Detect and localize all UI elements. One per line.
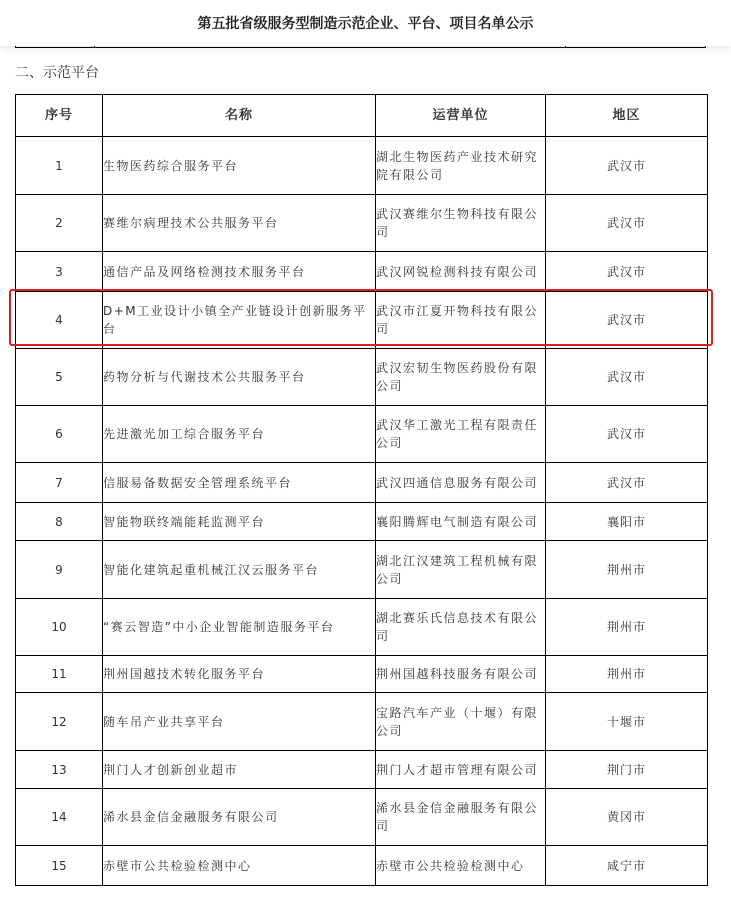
row-name: 荆门人才创新创业超市 bbox=[103, 751, 376, 789]
table-row bbox=[16, 463, 708, 503]
row-name: 浠水县金信金融服务有限公司 bbox=[103, 789, 376, 846]
row-area: 黄冈市 bbox=[546, 789, 708, 846]
row-area: 十堰市 bbox=[546, 693, 708, 751]
row-no: 7 bbox=[16, 463, 103, 503]
row-area: 荆州市 bbox=[546, 599, 708, 656]
row-area: 武汉市 bbox=[546, 349, 708, 406]
col-header-operator: 运营单位 bbox=[376, 95, 546, 137]
row-operator: 荆州国越科技服务有限公司 bbox=[376, 656, 546, 693]
row-name: 药物分析与代谢技术公共服务平台 bbox=[103, 349, 376, 406]
row-name: 通信产品及网络检测技术服务平台 bbox=[103, 252, 376, 292]
row-name: “赛云智造”中小企业智能制造服务平台 bbox=[103, 599, 376, 656]
row-name: 智能物联终端能耗监测平台 bbox=[103, 503, 376, 541]
table-header-row bbox=[16, 95, 708, 137]
row-operator: 湖北赛乐氏信息技术有限公司 bbox=[376, 599, 546, 656]
row-operator: 湖北生物医药产业技术研究院有限公司 bbox=[376, 137, 546, 195]
row-name: 荆州国越技术转化服务平台 bbox=[103, 656, 376, 693]
row-no: 6 bbox=[16, 406, 103, 463]
row-name: 信服易备数据安全管理系统平台 bbox=[103, 463, 376, 503]
col-header-no: 序号 bbox=[16, 95, 103, 137]
row-area: 武汉市 bbox=[546, 195, 708, 252]
row-no: 12 bbox=[16, 693, 103, 751]
row-operator: 武汉华工激光工程有限责任公司 bbox=[376, 406, 546, 463]
table-row bbox=[16, 846, 708, 886]
row-operator: 襄阳腾辉电气制造有限公司 bbox=[376, 503, 546, 541]
row-no: 9 bbox=[16, 541, 103, 599]
table-row bbox=[16, 693, 708, 751]
platforms-table bbox=[15, 94, 708, 886]
row-no: 10 bbox=[16, 599, 103, 656]
row-name: 随车吊产业共享平台 bbox=[103, 693, 376, 751]
highlight-box bbox=[9, 289, 713, 346]
table-row bbox=[16, 349, 708, 406]
row-name: D+M工业设计小镇全产业链设计创新服务平台 bbox=[103, 292, 376, 349]
table-row bbox=[16, 751, 708, 789]
row-area: 荆州市 bbox=[546, 656, 708, 693]
row-operator: 湖北江汉建筑工程机械有限公司 bbox=[376, 541, 546, 599]
row-area: 襄阳市 bbox=[546, 503, 708, 541]
row-operator: 荆门人才超市管理有限公司 bbox=[376, 751, 546, 789]
table-row bbox=[16, 406, 708, 463]
table-row bbox=[16, 541, 708, 599]
row-no: 13 bbox=[16, 751, 103, 789]
row-area: 武汉市 bbox=[546, 292, 708, 349]
row-no: 14 bbox=[16, 789, 103, 846]
row-name: 赤壁市公共检验检测中心 bbox=[103, 846, 376, 886]
row-area: 武汉市 bbox=[546, 137, 708, 195]
section-heading: 二、示范平台 bbox=[15, 65, 99, 81]
row-operator: 浠水县金信金融服务有限公司 bbox=[376, 789, 546, 846]
row-no: 1 bbox=[16, 137, 103, 195]
row-name: 智能化建筑起重机械江汉云服务平台 bbox=[103, 541, 376, 599]
row-operator: 武汉市江夏开物科技有限公司 bbox=[376, 292, 546, 349]
col-header-area: 地区 bbox=[546, 95, 708, 137]
row-no: 5 bbox=[16, 349, 103, 406]
table-row bbox=[16, 503, 708, 541]
row-area: 荆门市 bbox=[546, 751, 708, 789]
row-area: 武汉市 bbox=[546, 406, 708, 463]
row-name: 赛维尔病理技术公共服务平台 bbox=[103, 195, 376, 252]
table-row bbox=[16, 656, 708, 693]
row-operator: 武汉四通信息服务有限公司 bbox=[376, 463, 546, 503]
row-area: 武汉市 bbox=[546, 463, 708, 503]
row-no: 2 bbox=[16, 195, 103, 252]
row-no: 11 bbox=[16, 656, 103, 693]
col-header-name: 名称 bbox=[103, 95, 376, 137]
row-area: 武汉市 bbox=[546, 252, 708, 292]
row-name: 先进激光加工综合服务平台 bbox=[103, 406, 376, 463]
row-area: 咸宁市 bbox=[546, 846, 708, 886]
row-operator: 宝路汽车产业（十堰）有限公司 bbox=[376, 693, 546, 751]
row-operator: 武汉宏韧生物医药股份有限公司 bbox=[376, 349, 546, 406]
row-operator: 武汉网锐检测科技有限公司 bbox=[376, 252, 546, 292]
table-row bbox=[16, 137, 708, 195]
row-operator: 武汉赛维尔生物科技有限公司 bbox=[376, 195, 546, 252]
row-area: 荆州市 bbox=[546, 541, 708, 599]
row-no: 15 bbox=[16, 846, 103, 886]
row-operator: 赤壁市公共检验检测中心 bbox=[376, 846, 546, 886]
page-header bbox=[0, 0, 731, 46]
table-row bbox=[16, 789, 708, 846]
row-no: 4 bbox=[16, 292, 103, 349]
row-no: 3 bbox=[16, 252, 103, 292]
page-title: 第五批省级服务型制造示范企业、平台、项目名单公示 bbox=[197, 16, 534, 32]
table-row bbox=[16, 195, 708, 252]
row-name: 生物医药综合服务平台 bbox=[103, 137, 376, 195]
row-no: 8 bbox=[16, 503, 103, 541]
table-row bbox=[16, 599, 708, 656]
table-row bbox=[16, 252, 708, 292]
